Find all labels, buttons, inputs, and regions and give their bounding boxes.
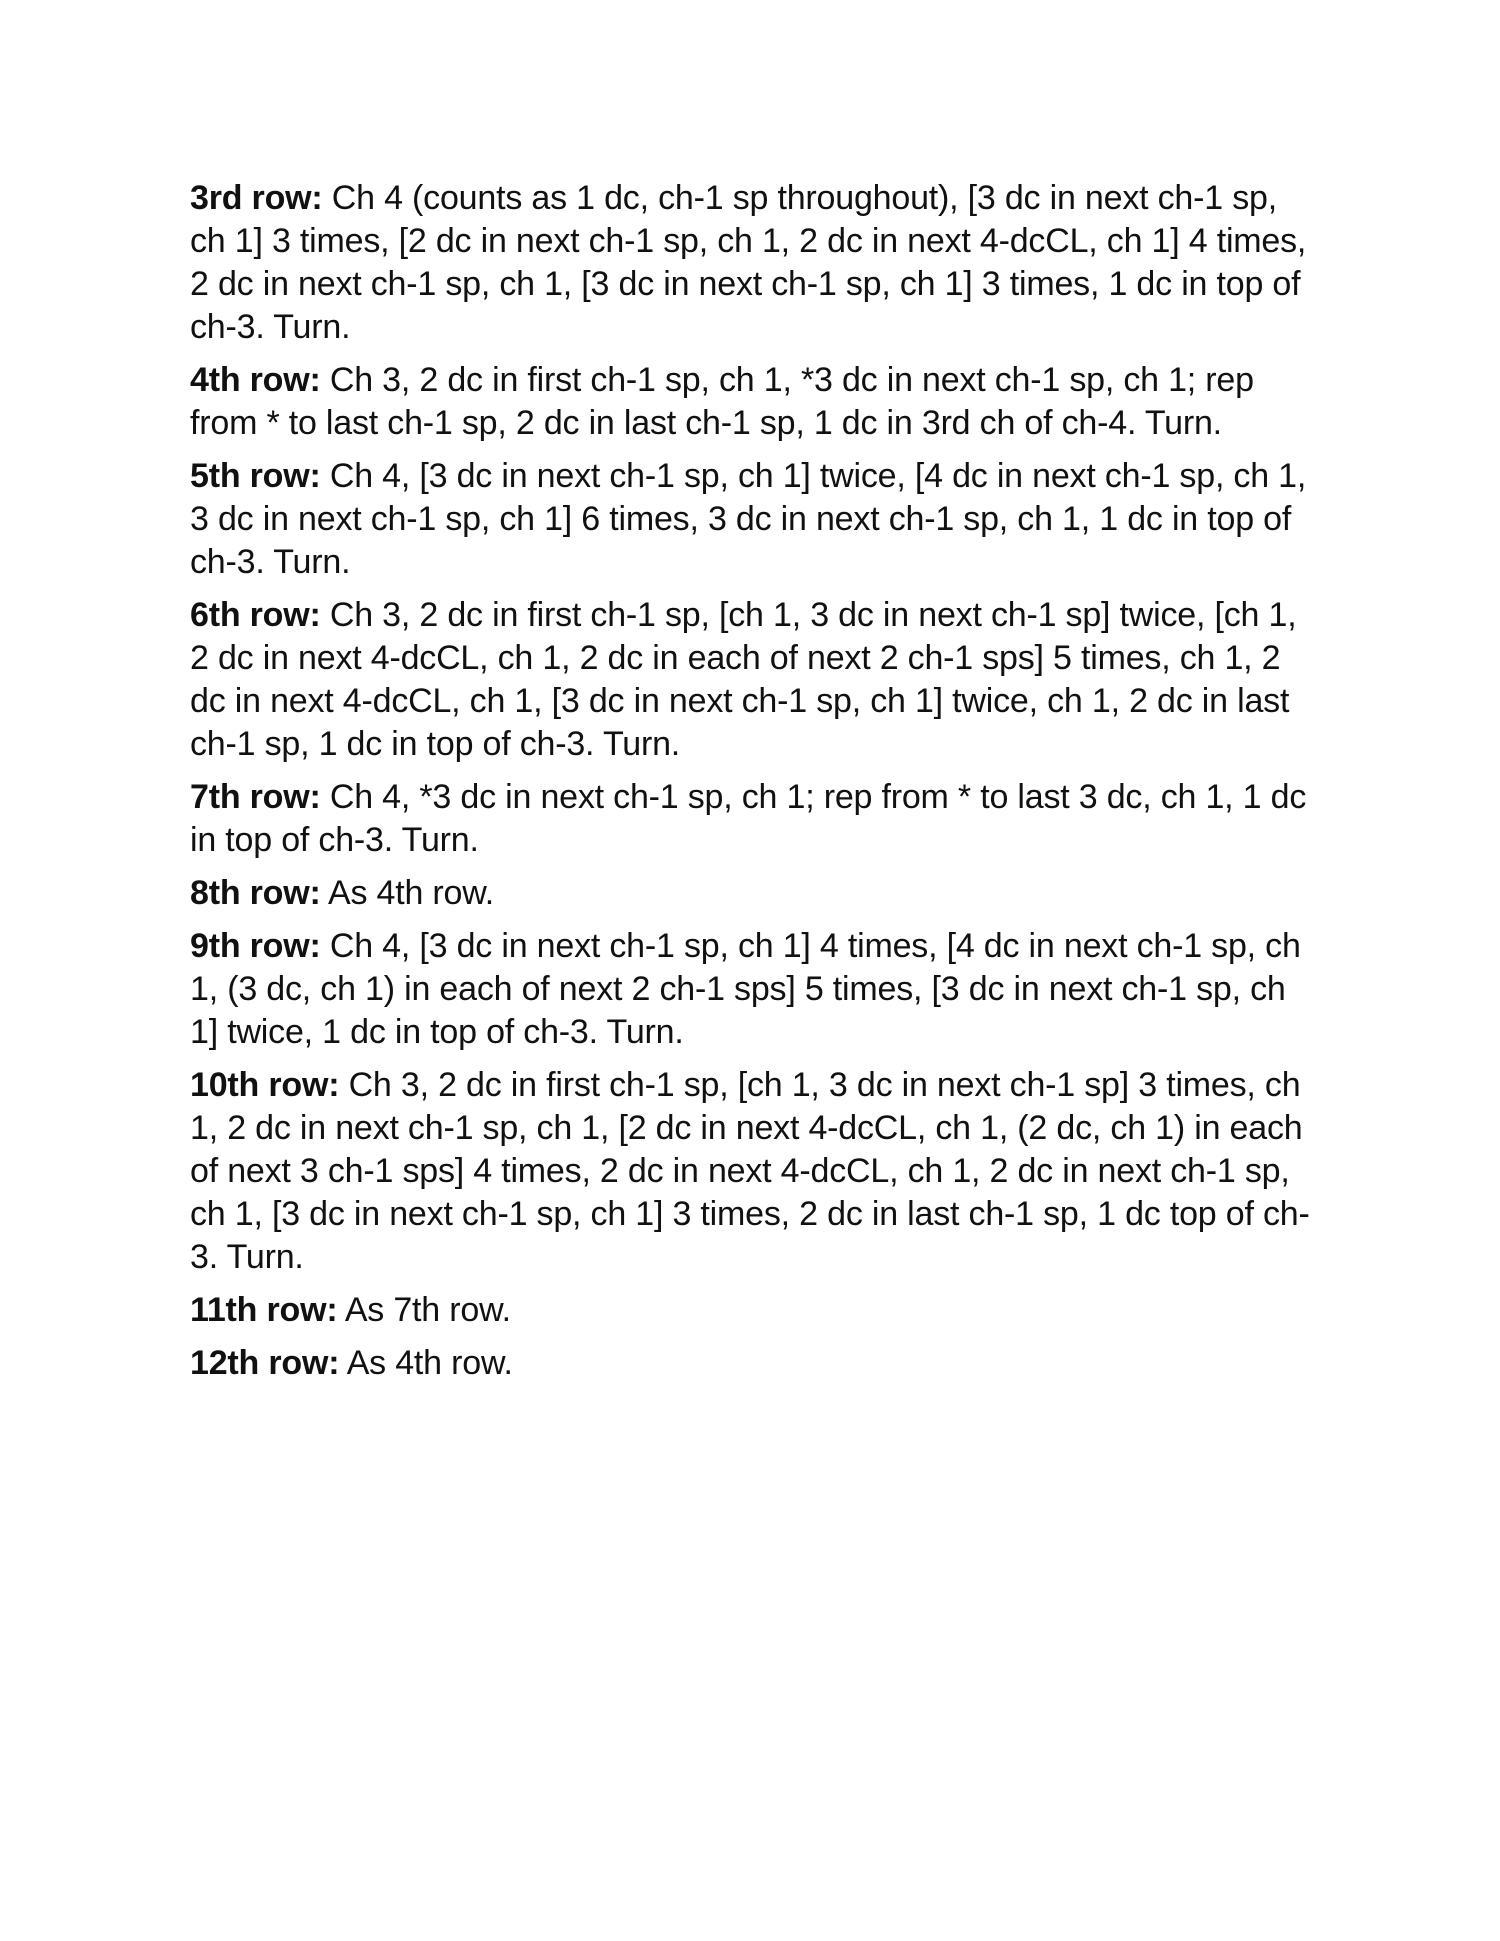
row-label: 11th row: xyxy=(190,1291,338,1329)
row-text: Ch 3, 2 dc in first ch-1 sp, [ch 1, 3 dc in next ch-1 sp] twice, [ch 1, 2 dc in next 4-dcCL, ch 1, 2 dc in each of next 2 ch-1 sps] 5 times, ch 1, 2 dc in next 4-dcCL, ch 1, [3 dc in next ch-1 sp, ch 1] twice, ch 1, 2 dc in last ch-1 sp, 1 dc in top of ch-3. Turn. xyxy=(190,596,1297,763)
row-text: Ch 4 (counts as 1 dc, ch-1 sp throughout), [3 dc in next ch-1 sp, ch 1] 3 times, [2 dc in next ch-1 sp, ch 1, 2 dc in next 4-dcCL, ch 1] 4 times, 2 dc in next ch-1 sp, ch 1, [3 dc in next ch-1 sp, ch 1] 3 times, 1 dc in top of ch-3. Turn. xyxy=(190,179,1307,346)
row-label: 7th row: xyxy=(190,778,321,816)
row-3-instruction xyxy=(190,177,1315,349)
row-9-instruction xyxy=(190,925,1315,1054)
row-label: 12th row: xyxy=(190,1344,340,1382)
row-5-instruction xyxy=(190,455,1315,584)
row-text: As 4th row. xyxy=(328,874,494,912)
row-label: 10th row: xyxy=(190,1066,340,1104)
row-text: Ch 4, [3 dc in next ch-1 sp, ch 1] 4 times, [4 dc in next ch-1 sp, ch 1, (3 dc, ch 1) in each of next 2 ch-1 sps] 5 times, [3 dc in next ch-1 sp, ch 1] twice, 1 dc in top of ch-3. Turn. xyxy=(190,927,1301,1051)
row-7-instruction xyxy=(190,776,1315,862)
row-label: 6th row: xyxy=(190,596,321,634)
row-6-instruction xyxy=(190,594,1315,766)
row-label: 9th row: xyxy=(190,927,321,965)
row-text: Ch 4, [3 dc in next ch-1 sp, ch 1] twice, [4 dc in next ch-1 sp, ch 1, 3 dc in next ch-1 sp, ch 1] 6 times, 3 dc in next ch-1 sp, ch 1, 1 dc in top of ch-3. Turn. xyxy=(190,457,1307,581)
row-label: 4th row: xyxy=(190,361,321,399)
row-text: Ch 3, 2 dc in first ch-1 sp, ch 1, *3 dc in next ch-1 sp, ch 1; rep from * to last ch-1 sp, 2 dc in last ch-1 sp, 1 dc in 3rd ch of ch-4. Turn. xyxy=(190,361,1254,442)
pattern-instructions xyxy=(190,177,1315,1395)
row-11-instruction xyxy=(190,1289,1315,1332)
row-4-instruction xyxy=(190,359,1315,445)
row-text: As 4th row. xyxy=(346,1344,513,1382)
row-label: 5th row: xyxy=(190,457,321,495)
row-text: As 7th row. xyxy=(344,1291,511,1329)
row-12-instruction xyxy=(190,1342,1315,1385)
row-label: 3rd row: xyxy=(190,179,323,217)
row-text: Ch 3, 2 dc in first ch-1 sp, [ch 1, 3 dc in next ch-1 sp] 3 times, ch 1, 2 dc in next ch-1 sp, ch 1, [2 dc in next 4-dcCL, ch 1, (2 dc, ch 1) in each of next 3 ch-1 sps] 4 times, 2 dc in next 4-dcCL, ch 1, 2 dc in next ch-1 sp, ch 1, [3 dc in next ch-1 sp, ch 1] 3 times, 2 dc in last ch-1 sp, 1 dc top of ch-3. Turn. xyxy=(190,1066,1310,1276)
row-text: Ch 4, *3 dc in next ch-1 sp, ch 1; rep from * to last 3 dc, ch 1, 1 dc in top of ch-3. Turn. xyxy=(190,778,1307,859)
row-10-instruction xyxy=(190,1064,1315,1279)
row-8-instruction xyxy=(190,872,1315,915)
row-label: 8th row: xyxy=(190,874,321,912)
